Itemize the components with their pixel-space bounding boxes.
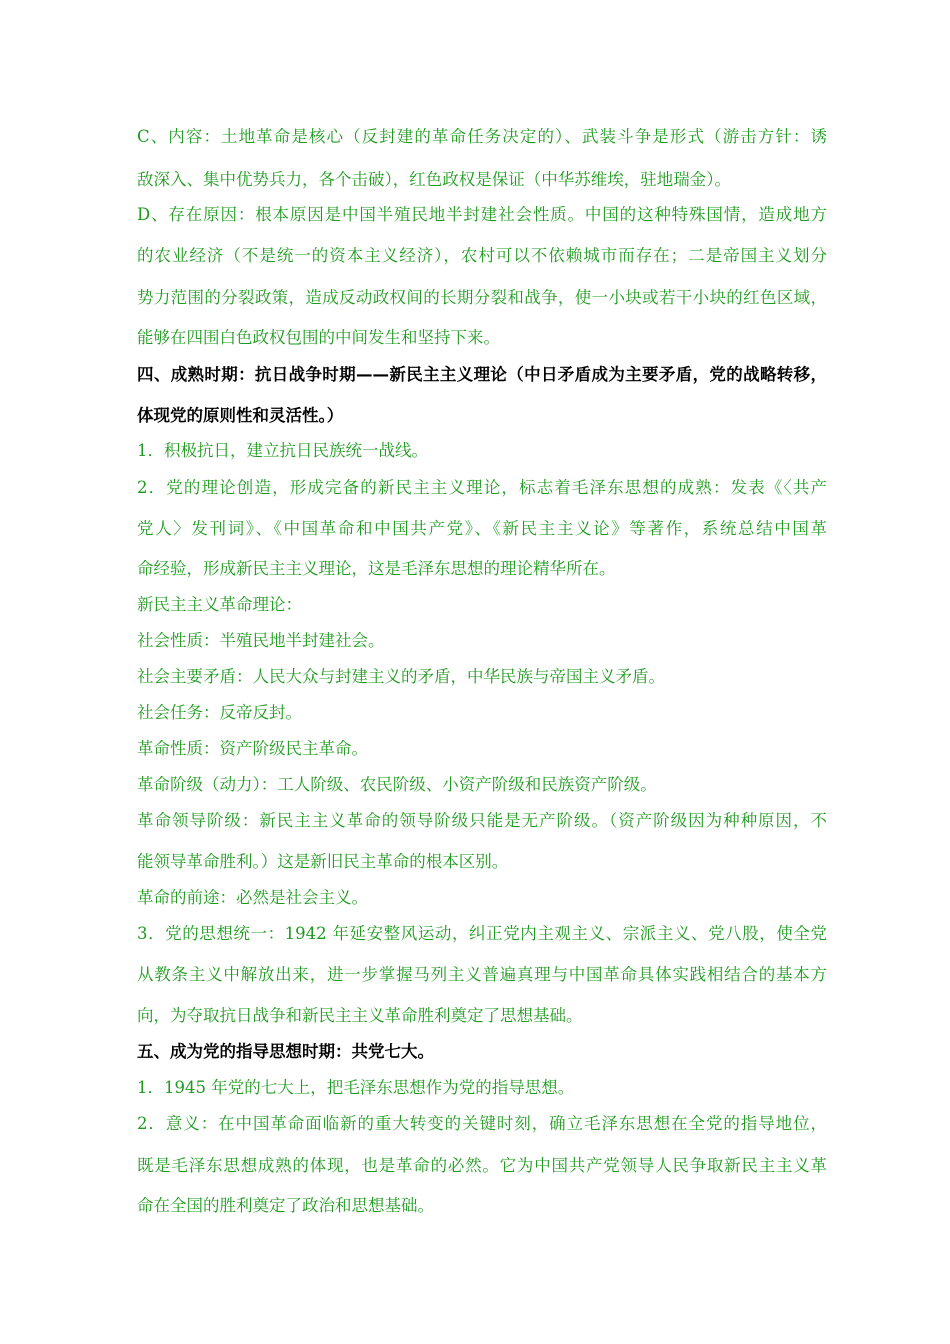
text-line: 革命阶级（动力）：工人阶级、农民阶级、小资产阶级和民族资产阶级。 (137, 775, 657, 794)
text-line: 3．党的思想统一：1942 年延安整风运动，纠正党内主观主义、宗派主义、党八股，使全党 (137, 924, 827, 943)
text-line: 1．1945 年党的七大上，把毛泽东思想作为党的指导思想。 (137, 1078, 575, 1097)
text-line: 革命领导阶级：新民主主义革命的领导阶级只能是无产阶级。（资产阶级因为种种原因，不 (137, 811, 827, 830)
text-line: 2．意义：在中国革命面临新的重大转变的关键时刻，确立毛泽东思想在全党的指导地位， (137, 1114, 827, 1133)
text-line: 敌深入、集中优势兵力，各个击破），红色政权是保证（中华苏维埃，驻地瑞金）。 (137, 170, 731, 189)
text-line: 势力范围的分裂政策，造成反动政权间的长期分裂和战争，使一小块或若干小块的红色区域， (137, 288, 827, 307)
text-line: 社会主要矛盾：人民大众与封建主义的矛盾，中华民族与帝国主义矛盾。 (137, 667, 665, 686)
text-line: 1．积极抗日，建立抗日民族统一战线。 (137, 441, 428, 460)
text-line: 新民主主义革命理论： (137, 595, 302, 614)
text-line: D、存在原因：根本原因是中国半殖民地半封建社会性质。中国的这种特殊国情，造成地方 (137, 205, 827, 224)
text-line: 能够在四围白色政权包围的中间发生和坚持下来。 (137, 328, 500, 347)
text-line: 社会性质：半殖民地半封建社会。 (137, 631, 385, 650)
text-line: 革命的前途：必然是社会主义。 (137, 888, 368, 907)
text-line: C、内容：土地革命是核心（反封建的革命任务决定的）、武装斗争是形式（游击方针：诱 (137, 127, 827, 146)
text-line: 命在全国的胜利奠定了政治和思想基础。 (137, 1196, 434, 1215)
text-line: 向，为夺取抗日战争和新民主主义革命胜利奠定了思想基础。 (137, 1006, 583, 1025)
text-line: 从教条主义中解放出来，进一步掌握马列主义普遍真理与中国革命具体实践相结合的基本方 (137, 965, 827, 984)
text-line: 革命性质：资产阶级民主革命。 (137, 739, 368, 758)
text-line: 既是毛泽东思想成熟的体现，也是革命的必然。它为中国共产党领导人民争取新民主主义革 (137, 1156, 827, 1175)
section-heading: 四、成熟时期：抗日战争时期——新民主主义理论（中日矛盾成为主要矛盾，党的战略转移， (137, 365, 827, 384)
text-line: 能领导革命胜利。）这是新旧民主革命的根本区别。 (137, 852, 509, 871)
text-line: 命经验，形成新民主主义理论，这是毛泽东思想的理论精华所在。 (137, 559, 616, 578)
text-line: 社会任务：反帝反封。 (137, 703, 302, 722)
text-line: 的农业经济（不是统一的资本主义经济），农村可以不依赖城市而存在；二是帝国主义划分 (137, 246, 827, 265)
section-heading: 体现党的原则性和灵活性。） (137, 406, 344, 425)
text-line: 党人〉发刊词》、《中国革命和中国共产党》、《新民主主义论》等著作，系统总结中国革 (137, 519, 827, 538)
section-heading: 五、成为党的指导思想时期：共党七大。 (137, 1042, 434, 1061)
text-line: 2．党的理论创造，形成完备的新民主主义理论，标志着毛泽东思想的成熟：发表《〈共产 (137, 478, 827, 497)
